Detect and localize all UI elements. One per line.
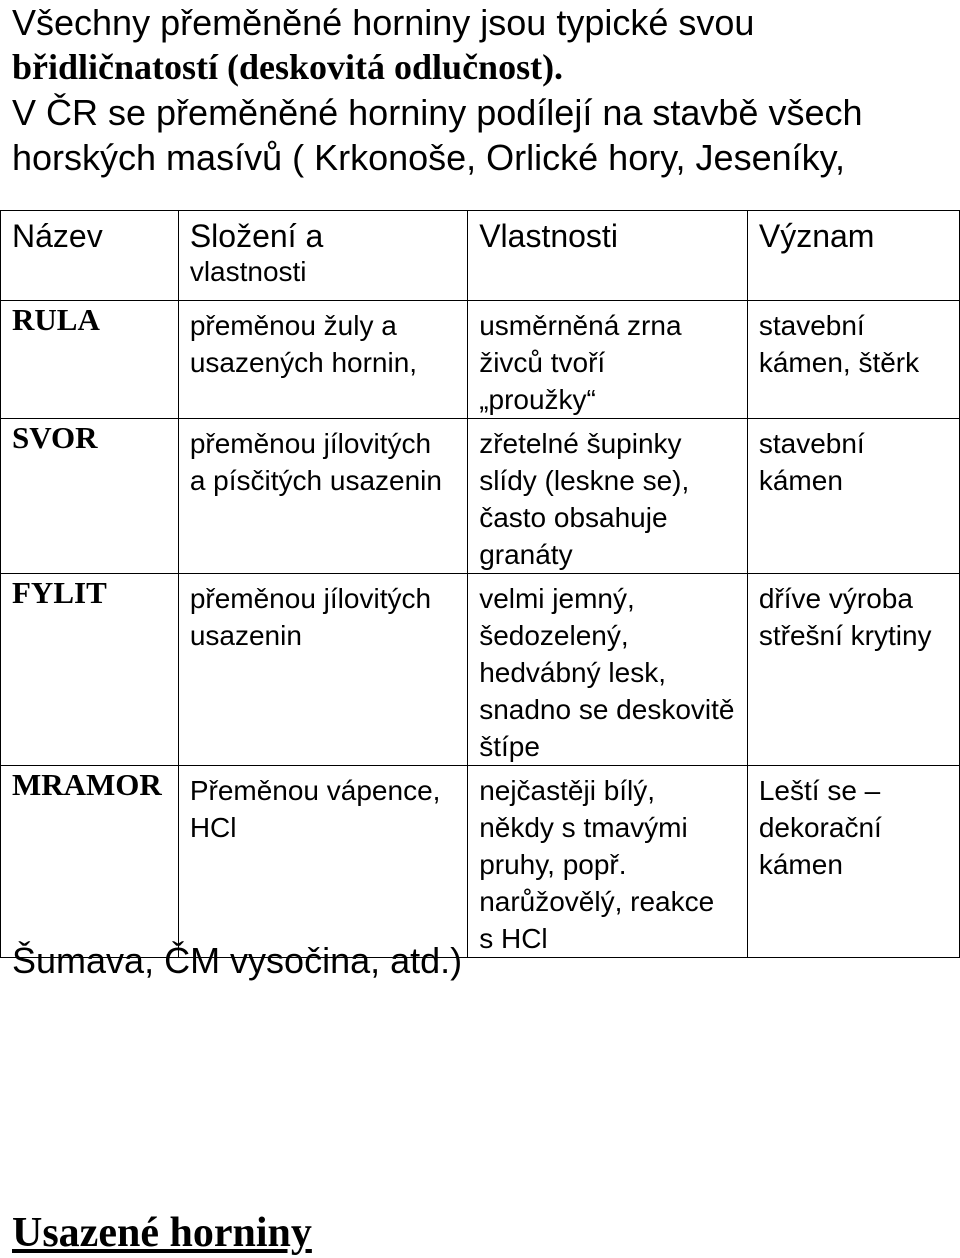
row-meaning-cell <box>747 419 959 574</box>
row-name-cell <box>1 301 179 419</box>
row-properties-cell <box>468 574 748 766</box>
table-row <box>1 574 960 766</box>
intro-line-4: horských masívů ( Krkonoše, Orlické hory, Jeseníky, <box>12 137 845 178</box>
rock-properties: usměrněná zrna živců tvoří „proužky“ <box>479 310 682 415</box>
header-properties-cell <box>468 211 748 301</box>
table-row <box>1 419 960 574</box>
metamorphic-rocks-table <box>0 210 960 958</box>
rock-composition: Přeměnou vápence, HCl <box>189 775 441 843</box>
rock-meaning: Leští se – dekorační kámen <box>758 775 882 880</box>
intro-continuation: Šumava, ČM vysočina, atd.) <box>12 940 463 981</box>
intro-line-2: břidličnatostí (deskovitá odlučnost). <box>12 47 564 87</box>
intro-line-3: V ČR se přeměněné horniny podílejí na stavbě všech <box>12 92 863 133</box>
rock-composition: přeměnou žuly a usazených hornin, <box>189 310 418 378</box>
rock-name: FYLIT <box>12 575 107 610</box>
rock-name: MRAMOR <box>12 767 162 802</box>
row-composition-cell <box>178 574 467 766</box>
header-name: Název <box>12 218 103 254</box>
header-meaning-cell <box>747 211 959 301</box>
header-composition-cell <box>178 211 467 301</box>
section-heading: Usazené horniny <box>12 1210 312 1256</box>
row-name-cell <box>1 419 179 574</box>
header-composition-line-2: vlastnosti <box>189 256 307 287</box>
rock-name: RULA <box>12 302 100 337</box>
row-composition-cell <box>178 766 467 958</box>
intro-line-1: Všechny přeměněné horniny jsou typické svou <box>12 2 755 43</box>
rock-composition: přeměnou jílovitých usazenin <box>189 583 432 651</box>
row-meaning-cell <box>747 766 959 958</box>
header-composition <box>179 211 467 289</box>
rock-meaning: stavební kámen, štěrk <box>758 310 920 378</box>
table-header-row <box>1 211 960 301</box>
rock-composition: přeměnou jílovitých a písčitých usazenin <box>189 428 442 496</box>
rock-properties: velmi jemný, šedozelený, hedvábný lesk, snadno se deskovitě štípe <box>479 583 735 762</box>
rock-properties: nejčastěji bílý, někdy s tmavými pruhy, popř. narůžovělý, reakce s HCl <box>479 775 715 954</box>
header-composition-line-1: Složení a <box>189 218 324 254</box>
row-name-cell <box>1 574 179 766</box>
row-properties-cell <box>468 301 748 419</box>
row-name-cell <box>1 766 179 958</box>
row-composition-cell <box>178 419 467 574</box>
row-meaning-cell <box>747 574 959 766</box>
header-meaning: Význam <box>758 218 875 254</box>
row-properties-cell <box>468 419 748 574</box>
header-properties: Vlastnosti <box>479 218 618 254</box>
row-properties-cell <box>468 766 748 958</box>
table-row <box>1 766 960 958</box>
rock-meaning: dříve výroba střešní krytiny <box>758 583 932 651</box>
rock-name: SVOR <box>12 420 98 455</box>
intro-paragraph <box>12 0 942 180</box>
rock-meaning: stavební kámen <box>758 428 865 496</box>
row-composition-cell <box>178 301 467 419</box>
rock-properties: zřetelné šupinky slídy (leskne se), často obsahuje granáty <box>479 428 690 570</box>
row-meaning-cell <box>747 301 959 419</box>
table-row <box>1 301 960 419</box>
header-name-cell <box>1 211 179 301</box>
